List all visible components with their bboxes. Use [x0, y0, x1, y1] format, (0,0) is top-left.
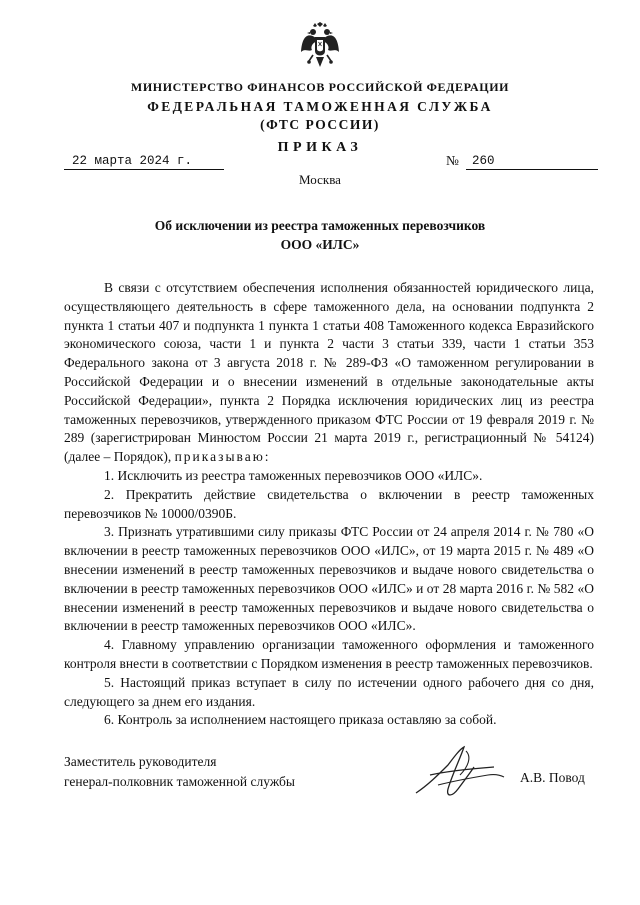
order-item: 5. Настоящий приказ вступает в силу по истечении одного рабочего дня со дня, следующего за днем его издания.: [64, 674, 594, 709]
order-item: 4. Главному управлению организации таможенного оформления и таможенного контроля внести в соответствии с Порядком изменения в реестр таможенных перевозчиков.: [64, 637, 594, 671]
service-abbreviation: (ФТС РОССИИ): [260, 117, 380, 132]
signer-position-line-1: Заместитель руководителя: [64, 754, 217, 769]
order-item: 6. Контроль за исполнением настоящего приказа оставляю за собой.: [104, 712, 497, 728]
service-name: ФЕДЕРАЛЬНАЯ ТАМОЖЕННАЯ СЛУЖБА: [147, 99, 493, 114]
signer-position: [64, 752, 295, 792]
signer-position-line-2: генерал-полковник таможенной службы: [64, 774, 295, 789]
city: Москва: [299, 172, 341, 187]
preamble-text: В связи с отсутствием обеспечения исполнения обязанностей юридического лица, осуществляющего деятельность в сфере таможенного дела, на основании подпункта 2 пункта 1 статьи 407 и подпункта 1 пункта 1 статьи 408 Таможенного кодекса Евразийского экономического союза, части 1 и пункта 2 части 3 статьи 339, части 1 статьи 353 Федерального закона от 3 августа 2018 г. № 289-ФЗ «О таможенном регулировании в Российской Федерации и о внесении изменений в отдельные законодательные акты Российской Федерации», пункта 2 Порядка исключения юридических лиц из реестра таможенных перевозчиков, утвержденного приказом ФТС России от 19 февраля 2019 г. № 289 (зарегистрирован Минюстом России 21 марта 2019 г., регистрационный № 54124) (далее – Порядок),: [64, 280, 594, 465]
coat-of-arms-icon: [300, 22, 340, 74]
subject-line-1: Об исключении из реестра таможенных перевозчиков: [154, 218, 486, 233]
document-type: ПРИКАЗ: [277, 140, 363, 155]
number-sign: №: [446, 153, 459, 168]
order-number: 260: [466, 153, 598, 170]
order-date: 22 марта 2024 г.: [64, 153, 224, 170]
order-item: 3. Признать утратившими силу приказы ФТС России от 24 апреля 2014 г. № 780 «О включении в реестр таможенных перевозчиков ООО «ИЛС», от 19 марта 2015 г. № 489 «О внесении изменений в реестр таможенных перевозчиков и выдаче нового свидетельства о включении в реестр таможенных перевозчиков ООО «ИЛС» и от 28 марта 2016 г. № 582 «О внесении изменений в реестр таможенных перевозчиков и выдаче нового свидетельства о включении в реестр таможенных перевозчиков ООО «ИЛС».: [64, 524, 594, 634]
signer-name: А.В. Повод: [520, 770, 585, 785]
order-item: 2. Прекратить действие свидетельства о включении в реестр таможенных перевозчиков № 10000/0390Б.: [64, 486, 594, 521]
order-word: приказываю:: [174, 449, 271, 465]
order-body: [64, 279, 594, 730]
ministry-name: МИНИСТЕРСТВО ФИНАНСОВ РОССИЙСКОЙ ФЕДЕРАЦИИ: [130, 80, 510, 94]
order-subject: [0, 216, 640, 254]
preamble-paragraph: [64, 279, 594, 467]
subject-line-2: ООО «ИЛС»: [280, 237, 360, 252]
order-item: 1. Исключить из реестра таможенных перевозчиков ООО «ИЛС».: [104, 467, 483, 483]
handwritten-signature: [408, 745, 508, 805]
